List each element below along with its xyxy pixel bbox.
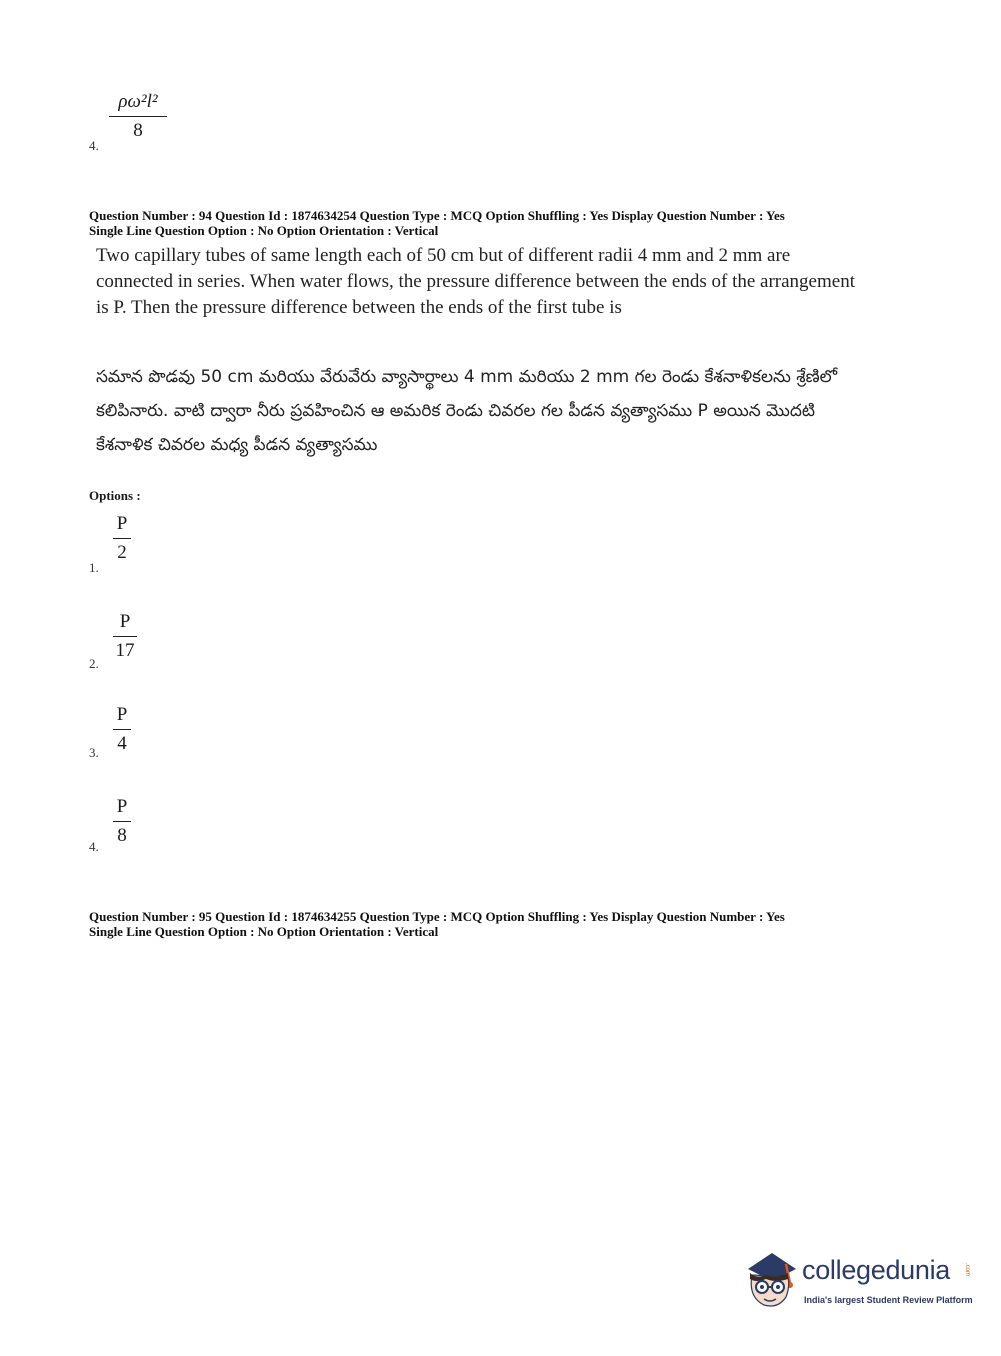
q94-meta-line1: Question Number : 94 Question Id : 1874634254 Question Type : MCQ Option Shuffling : Yes Display Question Number : Yes xyxy=(89,208,785,223)
q94-text-english: Two capillary tubes of same length each of 50 cm but of different radii 4 mm and 2 mm are connected in series. When water flows, the pressure difference between the ends of the arrangement is P. Then the pressure difference between the ends of the first tube is xyxy=(96,245,855,318)
fraction-bar xyxy=(113,821,131,822)
option-fraction xyxy=(113,705,131,753)
option-number: 4. xyxy=(89,138,99,153)
options-label: Options : xyxy=(89,488,141,503)
logo-suffix: .com xyxy=(964,1263,970,1277)
collegedunia-logo[interactable] xyxy=(742,1249,972,1319)
fraction-bar xyxy=(113,538,131,539)
fraction-numerator: P xyxy=(116,704,128,725)
fraction-denominator: 2 xyxy=(117,542,127,563)
logo-tagline: India's largest Student Review Platform xyxy=(804,1295,973,1305)
q94-meta xyxy=(89,208,785,238)
fraction-bar xyxy=(109,116,167,117)
q95-meta-line1: Question Number : 95 Question Id : 1874634255 Question Type : MCQ Option Shuffling : Yes Display Question Number : Yes xyxy=(89,909,785,924)
fraction-denominator: 4 xyxy=(117,733,127,754)
fraction-bar xyxy=(113,729,131,730)
option-fraction xyxy=(113,514,131,562)
q94-text-telugu: సమాన పొడవు 50 cm మరియు వేరువేరు వ్యాసార్థాలు 4 mm మరియు 2 mm గల రెండు కేశనాళికలను శ్రేణిలో కలిపినారు. వాటి ద్వారా నీరు ప్రవహించిన ఆ అమరిక రెండు చివరల గల పీడన వ్యత్యాసము P అయిన మొదటి కేశనాళిక చివరల మధ్య పీడన వ్యత్యాసము xyxy=(96,367,838,455)
option-fraction xyxy=(113,797,131,845)
option-number: 3. xyxy=(89,745,99,760)
logo-name: collegedunia xyxy=(802,1255,951,1285)
q95-meta-line2: Single Line Question Option : No Option Orientation : Vertical xyxy=(89,924,439,939)
fraction-numerator: P xyxy=(116,513,128,534)
q94-meta-line2: Single Line Question Option : No Option Orientation : Vertical xyxy=(89,223,439,238)
fraction-denominator: 8 xyxy=(117,825,127,846)
option-fraction xyxy=(109,92,167,140)
fraction-denominator: 17 xyxy=(115,640,135,661)
option-number: 2. xyxy=(89,656,99,671)
fraction-denominator: 8 xyxy=(133,120,143,141)
mascot-icon xyxy=(742,1249,800,1311)
fraction-bar xyxy=(113,636,137,637)
q95-meta xyxy=(89,909,785,939)
fraction-numerator: P xyxy=(116,796,128,817)
option-number: 1. xyxy=(89,560,99,575)
option-fraction xyxy=(113,612,137,660)
fraction-numerator: ρω²l² xyxy=(118,91,158,112)
fraction-numerator: P xyxy=(119,611,131,632)
option-number: 4. xyxy=(89,839,99,854)
